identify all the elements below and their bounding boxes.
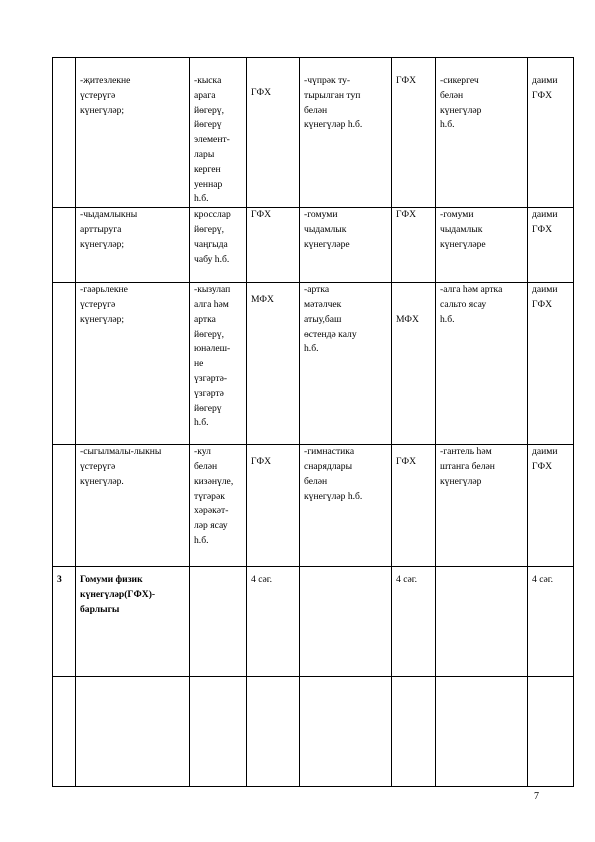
frequency-cell xyxy=(528,283,574,445)
type-text: ГФХ xyxy=(251,456,272,468)
exercise-text: -чүпрәк ту- тырылган туп белән күнегүләр һ.б. xyxy=(304,75,363,131)
frequency-cell xyxy=(528,445,574,567)
exercise-cell xyxy=(76,445,190,567)
exercise-text: -сыгылмалы-лыкны үстерүгә күнегүләр. xyxy=(80,446,162,487)
exercise-text: -алга һәм артка сальто ясау һ.б. xyxy=(440,284,503,325)
frequency-text: даими ГФХ xyxy=(532,209,558,235)
number-cell xyxy=(53,58,76,208)
hours-cell xyxy=(247,567,300,677)
empty-cell xyxy=(76,677,190,787)
hours-text: 4 сәг. xyxy=(251,574,272,586)
exercise-text: -гомуми чыдамлык күнегүләре xyxy=(440,209,486,250)
type-text: ГФХ xyxy=(396,456,417,468)
exercise-cell xyxy=(300,283,392,445)
frequency-cell xyxy=(528,208,574,283)
exercise-cell xyxy=(76,208,190,283)
hours-text: 4 сәг. xyxy=(532,574,553,586)
type-text: ГФХ xyxy=(251,87,272,98)
exercise-text: -артка мәтәлчек атыу,баш өстендә калу һ.б. xyxy=(304,284,357,355)
exercise-text: -чыдамлыкны арттыруга күнегүләр; xyxy=(80,209,138,250)
type-text: МФХ xyxy=(251,294,274,306)
frequency-cell xyxy=(528,58,574,208)
empty-cell xyxy=(392,677,436,787)
curriculum-table xyxy=(52,57,574,787)
exercise-cell xyxy=(76,58,190,208)
number-cell xyxy=(53,567,76,677)
empty-cell xyxy=(528,677,574,787)
exercise-text: -сикергеч белән күнегүләр һ.б. xyxy=(440,75,482,131)
hours-text: 4 сәг. xyxy=(396,574,417,586)
total-row xyxy=(53,567,574,677)
row-number: 3 xyxy=(57,574,62,586)
exercise-cell xyxy=(76,283,190,445)
empty-cell xyxy=(436,677,528,787)
type-cell xyxy=(392,208,436,283)
type-cell xyxy=(247,208,300,283)
type-text: МФХ xyxy=(396,313,419,325)
method-cell xyxy=(190,208,247,283)
page-number: 7 xyxy=(534,791,539,802)
exercise-text: -гомуми чыдамлык күнегүләре xyxy=(304,209,350,250)
exercise-cell xyxy=(436,208,528,283)
exercise-text: -җитезлекне үстерүгә күнегүләр; xyxy=(80,75,131,116)
empty-cell xyxy=(247,677,300,787)
table-row xyxy=(53,208,574,283)
exercise-cell xyxy=(300,445,392,567)
type-cell xyxy=(247,445,300,567)
empty-cell xyxy=(190,677,247,787)
type-text: ГФХ xyxy=(396,209,417,221)
exercise-text: -гантель һәм штанга белән күнегүләр xyxy=(440,446,495,487)
exercise-text: -гимнастика снарядлары белән күнегүләр һ.б. xyxy=(304,446,363,502)
type-cell xyxy=(247,58,300,208)
hours-cell xyxy=(528,567,574,677)
type-cell xyxy=(392,445,436,567)
exercise-cell xyxy=(436,58,528,208)
empty-cell xyxy=(300,567,392,677)
frequency-text: даими ГФХ xyxy=(532,446,558,472)
empty-cell xyxy=(190,567,247,677)
hours-cell xyxy=(392,567,436,677)
table-row xyxy=(53,445,574,567)
frequency-text: даими ГФХ xyxy=(532,75,558,101)
type-cell xyxy=(392,58,436,208)
exercise-cell xyxy=(300,208,392,283)
table-row xyxy=(53,58,574,208)
empty-cell xyxy=(436,567,528,677)
number-cell xyxy=(53,208,76,283)
table-row xyxy=(53,283,574,445)
method-text: -кыска арага йөгерү, йөгерү элемент- лары керген уеннар һ.б. xyxy=(194,75,230,205)
table-row xyxy=(53,677,574,787)
method-cell xyxy=(190,283,247,445)
frequency-text: даими ГФХ xyxy=(532,284,558,310)
total-title: Гомуми физик күнегүләр(ГФХ)- барлыгы xyxy=(80,574,156,615)
exercise-cell xyxy=(436,283,528,445)
number-cell xyxy=(53,283,76,445)
exercise-cell xyxy=(300,58,392,208)
method-text: -кызулап алга һәм артка йөгерү, юнәлеш- не үзгәртә- үзгәртә йөгерү һ.б. xyxy=(194,284,231,429)
type-cell xyxy=(247,283,300,445)
exercise-cell xyxy=(436,445,528,567)
method-cell xyxy=(190,58,247,208)
method-text: -кул белән кизәнүле, түгәрәк хәрәкәт- ләр ясау һ.б. xyxy=(194,446,234,546)
number-cell xyxy=(53,445,76,567)
exercise-text: -гаәрьлекне үстерүгә күнегүләр; xyxy=(80,284,128,325)
method-cell xyxy=(190,445,247,567)
total-title-cell xyxy=(76,567,190,677)
method-text: кросслар йөгерү, чаңгыда чабу һ.б. xyxy=(194,209,231,265)
type-text: ГФХ xyxy=(396,75,417,86)
empty-cell xyxy=(53,677,76,787)
empty-cell xyxy=(300,677,392,787)
type-text: ГФХ xyxy=(251,209,272,221)
type-cell xyxy=(392,283,436,445)
